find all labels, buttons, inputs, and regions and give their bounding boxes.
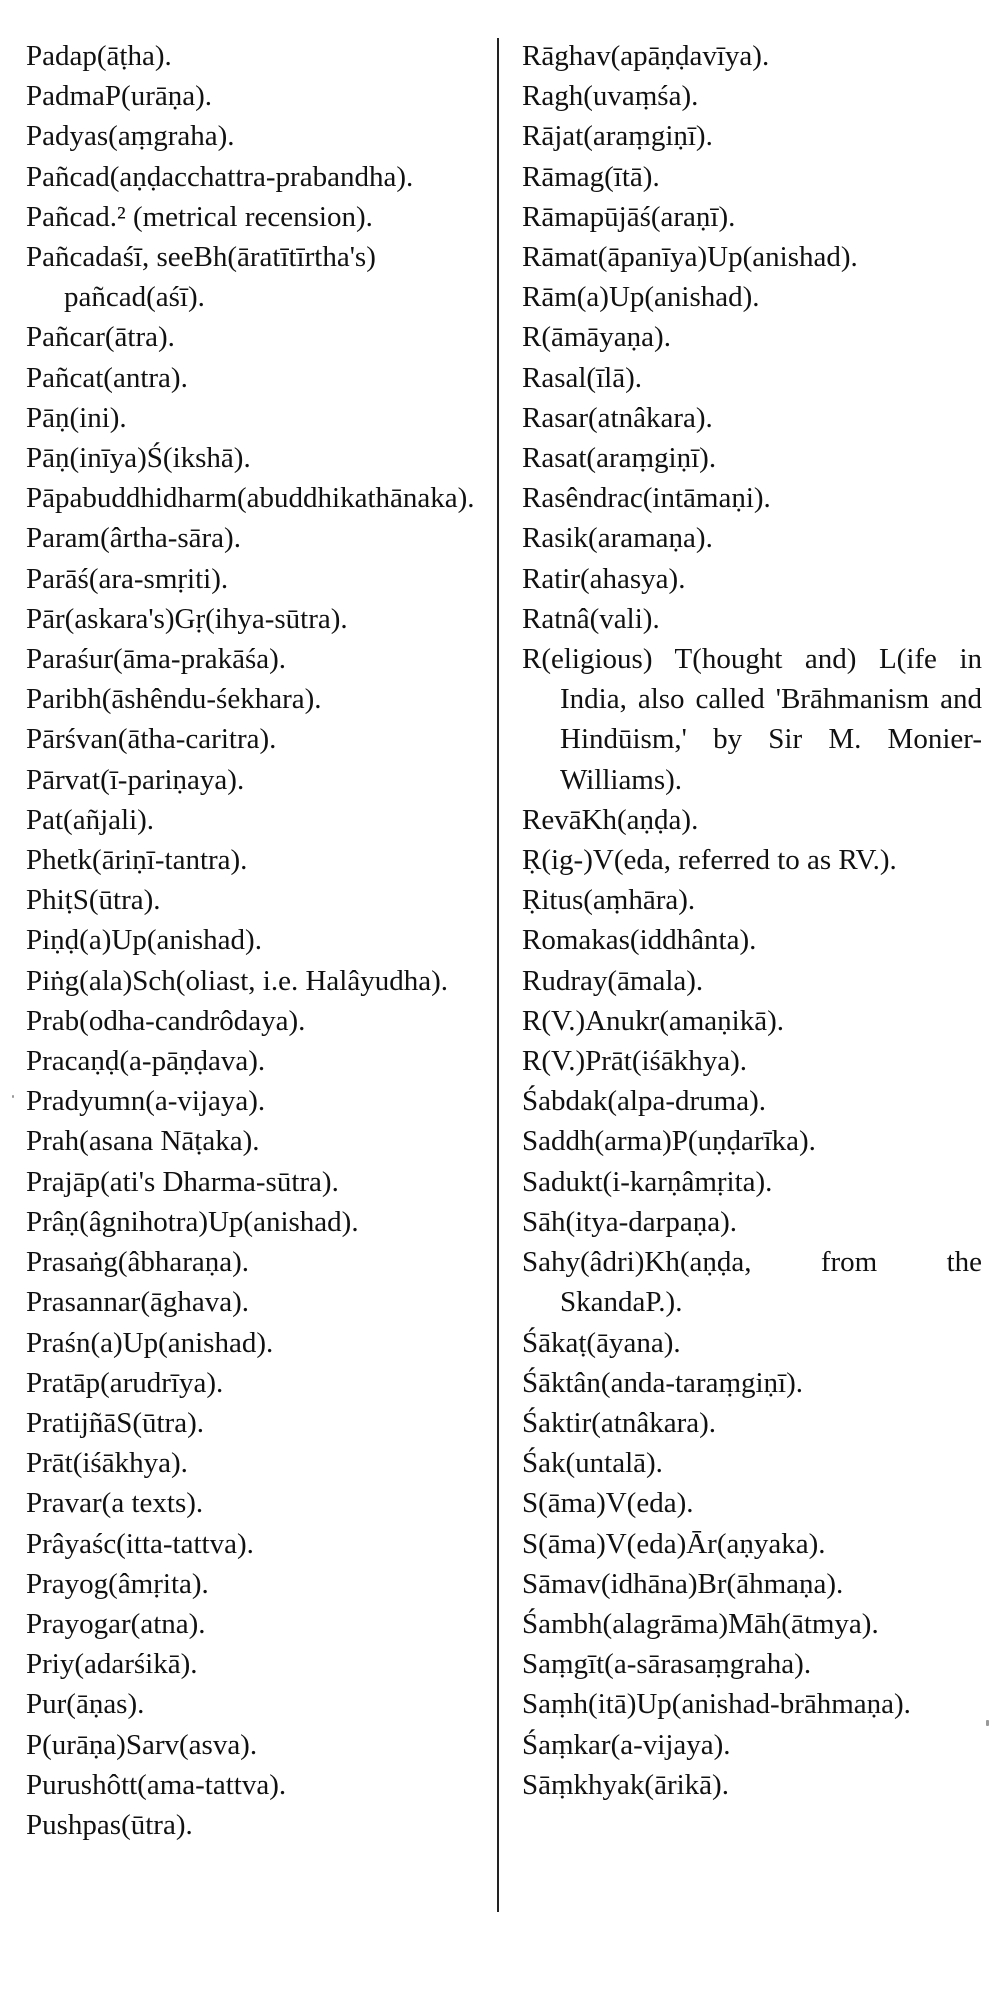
abbreviation-entry: Romakas(iddhânta). [522,924,757,957]
left-column [26,36,486,1845]
abbreviation-entry: Pañcar(ātra). [26,321,175,354]
abbreviation-entry: Śabdak(alpa-druma). [522,1085,766,1118]
abbreviation-entry: Pār(askara's)Gṛ(ihya-sūtra). [26,602,348,635]
abbreviation-entry: S(āma)V(eda). [522,1487,694,1520]
abbreviation-entry: S(āma)V(eda)Ār(aṇyaka). [522,1527,826,1560]
abbreviation-entry: Sāh(itya-darpaṇa). [522,1205,737,1238]
abbreviation-entry: Saddh(arma)P(uṇḍarīka). [522,1125,816,1158]
abbreviation-entry: Saṃh(itā)Up(anishad-brāhmaṇa). [522,1688,911,1721]
abbreviation-entry: Param(ârtha-sāra). [26,522,241,555]
abbreviation-entry: Padyas(aṃgraha). [26,120,235,153]
abbreviation-entry: Piṅg(ala)Sch(oliast, i.e. Halâyudha). [26,964,448,997]
abbreviation-entry: Śak(untalā). [522,1447,663,1480]
abbreviation-entry: Pracaṇḍ(a-pāṇḍava). [26,1045,266,1078]
abbreviation-entry: Śaktir(atnâkara). [522,1406,717,1439]
abbreviation-entry: Rasêndrac(intāmaṇi). [522,482,771,515]
right-column [522,36,982,1805]
abbreviation-entry: R(eligious) T(hought and) L(ife in India, also called 'Brāhmanism and Hindūism,' by Sir M. Monier-Williams). [522,643,982,796]
abbreviation-entry: Rāmat(āpanīya)Up(anishad). [522,241,858,274]
abbreviation-entry: Ṛitus(aṃhāra). [522,884,696,917]
abbreviation-entry: Rāmapūjāś(araṇī). [522,200,736,233]
abbreviation-entry: Rudray(āmala). [522,964,704,997]
abbreviation-entry: Pur(āṇas). [26,1688,145,1721]
abbreviation-entry: Prab(odha-candrôdaya). [26,1004,306,1037]
abbreviation-entry: PadmaP(urāṇa). [26,80,213,113]
abbreviation-entry: Pārśvan(ātha-caritra). [26,723,277,756]
abbreviation-entry: Pāṇ(inīya)Ś(ikshā). [26,442,251,475]
abbreviation-entry: Sāṃkhyak(ārikā). [522,1768,729,1801]
abbreviation-entry: Phetk(āriṇī-tantra). [26,844,248,877]
abbreviation-entry: Rājat(araṃgiṇī). [522,120,713,153]
abbreviation-entry: Pañcat(antra). [26,361,188,394]
abbreviation-entry: Pravar(a texts). [26,1487,204,1520]
abbreviation-entry: Piṇḍ(a)Up(anishad). [26,924,262,957]
abbreviation-entry: Rasat(araṃgiṇī). [522,442,717,475]
abbreviation-entry: Pañcad(aṇḍacchattra-prabandha). [26,160,414,193]
abbreviation-entry: Pāpabuddhidharm(abuddhikathānaka). [26,482,475,515]
abbreviation-entry: Pratāp(arudrīya). [26,1366,224,1399]
abbreviation-entry: Praśn(a)Up(anishad). [26,1326,274,1359]
abbreviation-entry: R(V.)Anukr(amaṇikā). [522,1004,785,1037]
abbreviation-entry: Śambh(alagrāma)Māh(ātmya). [522,1607,879,1640]
abbreviation-entry: Prajāp(ati's Dharma-sūtra). [26,1165,339,1198]
abbreviation-entry: Rāmag(ītā). [522,160,660,193]
abbreviation-entry: Prâyaśc(itta-tattva). [26,1527,254,1560]
abbreviation-entry: Śāktân(anda-taraṃgiṇī). [522,1366,804,1399]
abbreviation-entry: Pāṇ(ini). [26,401,127,434]
abbreviation-entry: Pārvat(ī-pariṇaya). [26,763,245,796]
abbreviation-entry: Sahy(âdri)Kh(aṇḍa, from the SkandaP.). [522,1246,982,1319]
abbreviation-entry: Prasannar(āghava). [26,1286,250,1319]
abbreviation-entry: Pushpas(ūtra). [26,1808,193,1841]
abbreviation-entry: Prayog(âmṛita). [26,1567,209,1600]
abbreviation-entry: Rām(a)Up(anishad). [522,281,760,314]
abbreviation-entry: PratijñāS(ūtra). [26,1406,204,1439]
abbreviation-entry: Prâṇ(âgnihotra)Up(anishad). [26,1205,359,1238]
abbreviation-entry: Sadukt(i-karṇâmṛita). [522,1165,773,1198]
abbreviation-entry: Pañcadaśī, seeBh(āratītīrtha's) pañcad(aśī). [26,241,376,314]
abbreviation-entry: PhiṭS(ūtra). [26,884,161,917]
abbreviation-entry: P(urāṇa)Sarv(asva). [26,1728,258,1761]
abbreviation-entry: Prāt(iśākhya). [26,1447,188,1480]
abbreviation-entry: Rāghav(apāṇḍavīya). [522,40,770,72]
abbreviation-entry: Prayogar(atna). [26,1607,206,1640]
scan-speck [986,1720,989,1726]
abbreviation-entry: Ratnâ(vali). [522,602,660,635]
abbreviation-entry: Priy(adarśikā). [26,1648,198,1681]
abbreviation-entry: Purushôtt(ama-tattva). [26,1768,287,1801]
abbreviation-entry: Rasik(aramaṇa). [522,522,713,555]
abbreviation-entry: Prah(asana Nāṭaka). [26,1125,260,1158]
abbreviation-entry: Rasal(īlā). [522,361,642,394]
abbreviation-entry: Sāmav(idhāna)Br(āhmaṇa). [522,1567,844,1600]
abbreviation-entry: Śaṃkar(a-vijaya). [522,1728,731,1761]
abbreviation-entry: Pañcad.² (metrical recension). [26,200,373,233]
scan-speck [12,1095,14,1098]
column-divider [497,38,499,1912]
abbreviation-entry: R(V.)Prāt(iśākhya). [522,1045,747,1078]
abbreviation-entry: Ragh(uvaṃśa). [522,80,699,113]
abbreviation-entry: Śākaṭ(āyana). [522,1326,681,1359]
abbreviation-entry: Ratir(ahasya). [522,562,686,595]
abbreviation-entry: Prasaṅg(âbharaṇa). [26,1246,250,1279]
abbreviation-entry: Padap(āṭha). [26,40,172,72]
abbreviation-entry: Paraśur(āma-prakāśa). [26,643,287,676]
abbreviation-entry: Paribh(āshêndu-śekhara). [26,683,322,716]
abbreviation-entry: Saṃgīt(a-sārasaṃgraha). [522,1648,812,1681]
abbreviation-entry: Rasar(atnâkara). [522,401,713,434]
abbreviation-entry: Ṛ(ig-)V(eda, referred to as RV.). [522,844,897,877]
abbreviation-entry: R(āmāyaṇa). [522,321,671,354]
abbreviation-entry: Pradyumn(a-vijaya). [26,1085,266,1118]
abbreviation-entry: Parāś(ara-smṛiti). [26,562,229,595]
abbreviation-entry: Pat(añjali). [26,803,155,836]
abbreviation-entry: RevāKh(aṇḍa). [522,803,699,836]
